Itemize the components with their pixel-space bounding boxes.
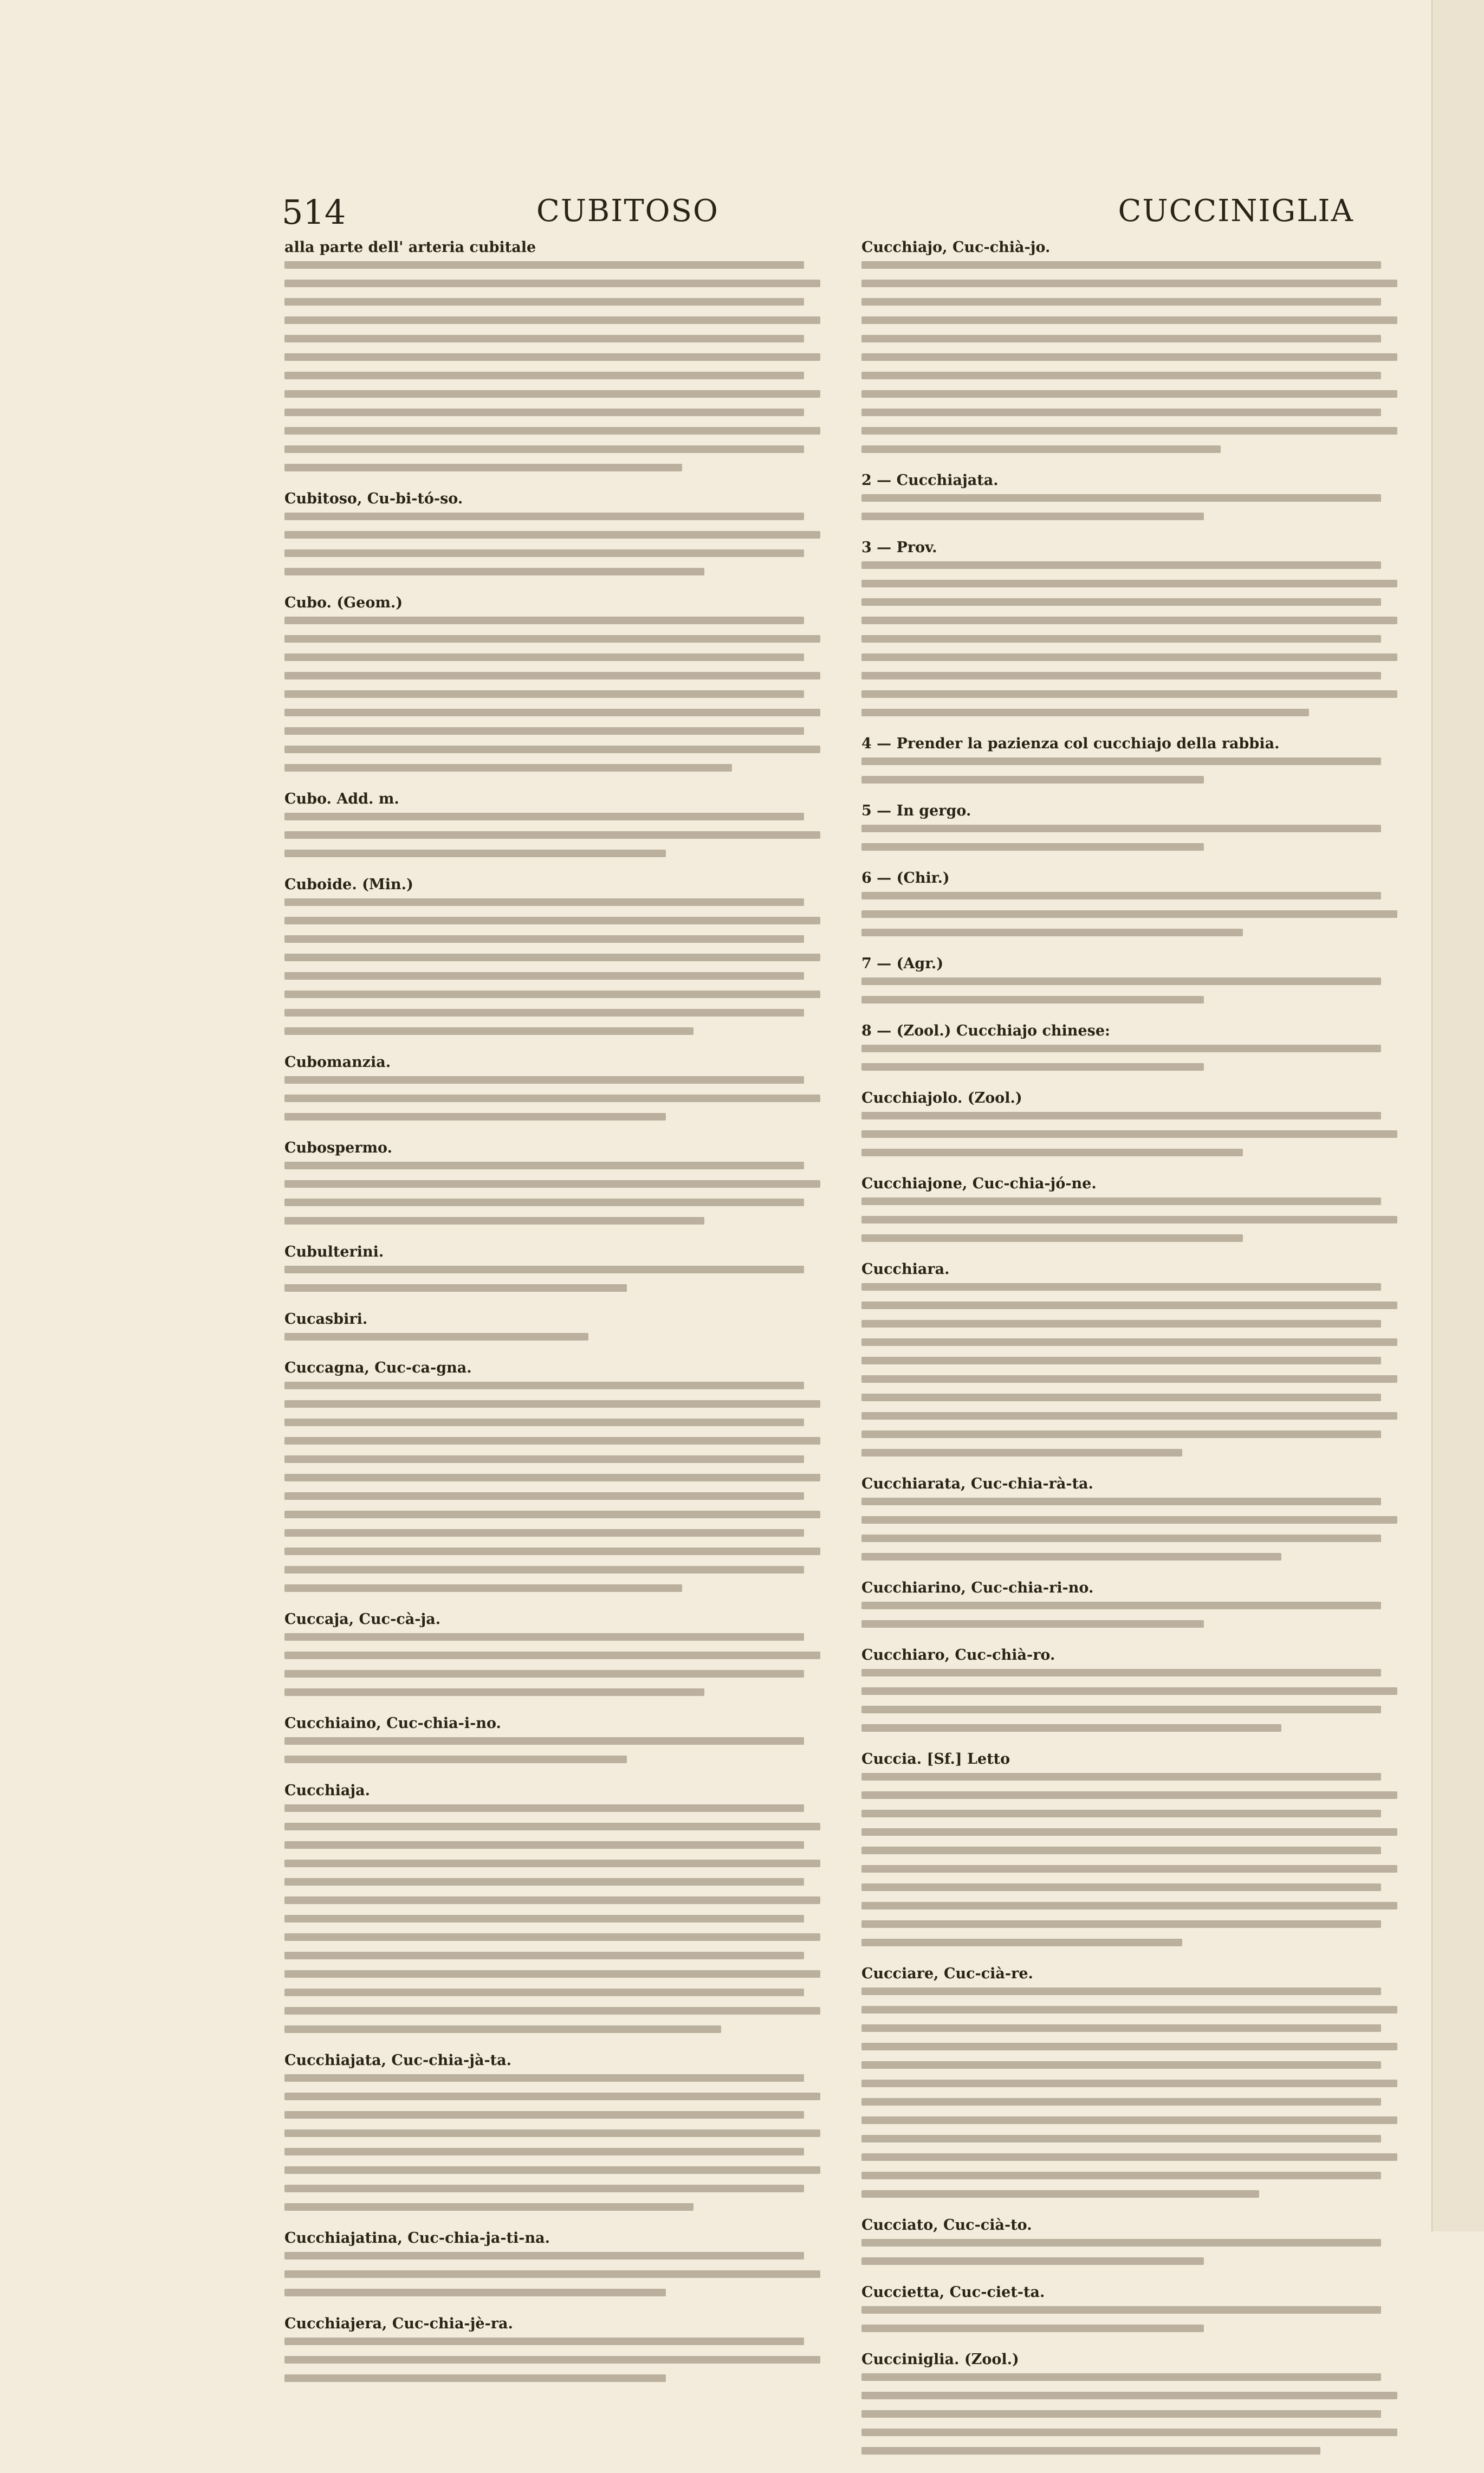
text-line (861, 2410, 1381, 2418)
adjacent-page-edge (1431, 0, 1484, 2231)
dictionary-entry (861, 1750, 1414, 1946)
text-line (861, 2373, 1381, 2381)
text-line (284, 1474, 820, 1481)
text-line (861, 758, 1381, 765)
entry-body (861, 2373, 1414, 2455)
text-line (861, 1063, 1204, 1071)
entry-body (284, 2074, 837, 2211)
entry-body (284, 898, 837, 1035)
text-line (284, 2093, 820, 2100)
dictionary-entry (284, 238, 837, 471)
text-line (284, 316, 820, 324)
entry-headword: Cubomanzia. (284, 1054, 391, 1071)
text-line (284, 1217, 704, 1225)
text-line (284, 464, 682, 471)
entry-headword: 2 — Cucchiajata. (861, 472, 999, 489)
text-line (861, 261, 1381, 269)
entry-body (861, 1988, 1414, 2198)
text-line (284, 2166, 820, 2174)
text-line (284, 1076, 804, 1084)
text-line (284, 2007, 820, 2015)
entry-body (284, 1333, 837, 1341)
entry-body (284, 1633, 837, 1696)
text-line (861, 1394, 1381, 1401)
entry-headword: Cucchiaro, Cuc-chià-ro. (861, 1647, 1055, 1663)
text-line (861, 316, 1397, 324)
text-line (284, 2356, 820, 2364)
text-line (284, 1970, 820, 1978)
dictionary-entry (284, 1053, 837, 1121)
text-line (284, 991, 820, 998)
text-line (284, 568, 704, 575)
text-line (284, 898, 804, 906)
text-line (861, 1430, 1381, 1438)
text-line (284, 2074, 804, 2082)
dictionary-entry (861, 1646, 1414, 1732)
entry-headword: Cubulterini. (284, 1244, 384, 1260)
entry-body (861, 2239, 1414, 2265)
text-line (861, 390, 1397, 398)
dictionary-entry (284, 594, 837, 772)
entry-body (861, 825, 1414, 851)
text-line (861, 580, 1397, 587)
text-line (861, 280, 1397, 287)
text-line (861, 617, 1397, 624)
text-line (284, 549, 804, 557)
text-line (284, 1584, 682, 1592)
entry-headword: Cucchiajo, Cuc-chià-jo. (861, 239, 1051, 256)
dictionary-entry (284, 2315, 837, 2382)
text-line (284, 353, 820, 361)
dictionary-entry (284, 2051, 837, 2211)
text-line (284, 727, 804, 735)
dictionary-entry (284, 876, 837, 1035)
text-line (861, 2080, 1397, 2087)
entry-headword: Cucchiara. (861, 1261, 950, 1278)
entry-headword: Cuboide. (Min.) (284, 876, 413, 893)
entry-body (284, 261, 837, 471)
text-line (284, 813, 804, 820)
text-line (284, 513, 804, 520)
text-line (284, 1284, 627, 1292)
entry-headword: alla parte dell' arteria cubitale (284, 239, 536, 256)
entry-body (861, 892, 1414, 936)
entry-headword: Cucchiajatina, Cuc-chia-ja-ti-na. (284, 2230, 550, 2247)
text-line (284, 1841, 804, 1849)
text-line (861, 1516, 1397, 1524)
entry-body (861, 2306, 1414, 2332)
text-line (284, 1633, 804, 1641)
text-line (861, 1706, 1381, 1713)
dictionary-entry (861, 1022, 1414, 1071)
text-line (284, 1670, 804, 1678)
text-line (861, 910, 1397, 918)
dictionary-entry (284, 1139, 837, 1225)
text-line (284, 1511, 820, 1518)
text-line (284, 1199, 804, 1206)
text-line (284, 409, 804, 416)
entry-body (284, 1266, 837, 1292)
text-line (284, 1095, 820, 1102)
page-header (282, 192, 1376, 241)
text-line (861, 1687, 1397, 1695)
text-line (861, 1412, 1397, 1420)
text-line (284, 1933, 820, 1941)
entry-body (284, 1382, 837, 1592)
text-line (284, 280, 820, 287)
text-line (284, 746, 820, 753)
text-line (861, 653, 1397, 661)
entry-headword: Cucasbiri. (284, 1311, 368, 1328)
text-line (861, 825, 1381, 832)
entry-headword: Cuccia. [Sf.] Letto (861, 1751, 1010, 1768)
page-number: 514 (282, 192, 346, 232)
text-line (284, 2148, 804, 2155)
text-line (284, 1180, 820, 1188)
dictionary-entry (861, 1175, 1414, 1242)
text-line (284, 1400, 820, 1408)
text-line (284, 954, 820, 961)
entry-body (861, 1197, 1414, 1242)
entry-body (861, 1045, 1414, 1071)
left-text-column (284, 238, 837, 2400)
text-line (861, 843, 1204, 851)
dictionary-entry (284, 790, 837, 857)
dictionary-entry (284, 2229, 837, 2296)
dictionary-entry (861, 1089, 1414, 1156)
dictionary-entry (861, 2216, 1414, 2265)
dictionary-entry (284, 1243, 837, 1292)
text-line (861, 1302, 1397, 1309)
text-line (861, 977, 1381, 985)
entry-headword: 6 — (Chir.) (861, 870, 950, 886)
entry-headword: Cubospermo. (284, 1140, 392, 1156)
text-line (861, 1553, 1281, 1561)
dictionary-entry (284, 1782, 837, 2033)
entry-headword: Cuccagna, Cuc-ca-gna. (284, 1359, 472, 1376)
text-line (284, 1455, 804, 1463)
entry-headword: Cucchiajata, Cuc-chia-jà-ta. (284, 2052, 512, 2069)
dictionary-entry (861, 2283, 1414, 2332)
text-line (861, 2392, 1397, 2399)
text-line (284, 2252, 804, 2260)
text-line (861, 1045, 1381, 1052)
text-line (284, 1878, 804, 1886)
text-line (861, 2172, 1381, 2179)
text-line (284, 1566, 804, 1574)
text-line (284, 445, 804, 453)
text-line (284, 1162, 804, 1169)
text-line (284, 1989, 804, 1996)
text-line (284, 390, 820, 398)
text-line (284, 831, 820, 839)
text-line (284, 2338, 804, 2345)
entry-body (861, 977, 1414, 1004)
text-line (284, 2025, 721, 2033)
entry-headword: Cubo. Add. m. (284, 791, 399, 807)
text-line (284, 2111, 804, 2119)
entry-body (861, 1498, 1414, 1561)
entry-body (861, 1112, 1414, 1156)
entry-headword: Cubo. (Geom.) (284, 594, 403, 611)
text-line (861, 1791, 1397, 1799)
text-line (861, 1883, 1381, 1891)
text-line (284, 1437, 820, 1445)
dictionary-entry (861, 802, 1414, 851)
dictionary-entry (861, 2351, 1414, 2455)
text-line (861, 598, 1381, 606)
text-line (284, 1419, 804, 1426)
entry-body (861, 561, 1414, 716)
text-line (861, 1338, 1397, 1346)
entry-headword: Cucchiajera, Cuc-chia-jè-ra. (284, 2315, 513, 2332)
text-line (284, 972, 804, 980)
entry-headword: 5 — In gergo. (861, 802, 971, 819)
text-line (861, 2257, 1204, 2265)
text-line (861, 2006, 1397, 2014)
text-line (284, 2374, 666, 2382)
text-line (284, 850, 666, 857)
text-line (284, 2185, 804, 2192)
text-line (861, 1810, 1381, 1817)
text-line (861, 1847, 1381, 1854)
entry-headword: 3 — Prov. (861, 539, 937, 556)
text-line (284, 617, 804, 624)
entry-body (861, 1283, 1414, 1456)
entry-body (284, 813, 837, 857)
entry-headword: 4 — Prender la pazienza col cucchiajo della rabbia. (861, 735, 1280, 752)
text-line (284, 690, 804, 698)
text-line (284, 1804, 804, 1812)
text-line (861, 709, 1309, 716)
text-line (861, 1988, 1381, 1995)
text-line (861, 1112, 1381, 1119)
text-line (861, 427, 1397, 435)
text-line (284, 1333, 588, 1341)
text-line (861, 2061, 1381, 2069)
text-line (861, 2306, 1381, 2314)
text-line (861, 1920, 1381, 1928)
right-text-column (861, 238, 1414, 2473)
entry-headword: Cucciato, Cuc-cià-to. (861, 2217, 1032, 2234)
entry-headword: 7 — (Agr.) (861, 955, 944, 972)
text-line (861, 2043, 1397, 2050)
text-line (284, 653, 804, 661)
text-line (284, 1860, 820, 1867)
text-line (284, 1113, 666, 1121)
entry-body (284, 1804, 837, 2033)
text-line (284, 298, 804, 306)
text-line (284, 1652, 820, 1659)
entry-headword: Cucciniglia. (Zool.) (861, 2351, 1019, 2368)
text-line (284, 1492, 804, 1500)
entry-headword: Cucchiarino, Cuc-chia-ri-no. (861, 1579, 1094, 1596)
text-line (861, 1375, 1397, 1383)
text-line (861, 1216, 1397, 1223)
text-line (284, 917, 820, 924)
text-line (284, 2129, 820, 2137)
text-line (861, 2447, 1320, 2455)
text-line (861, 2239, 1381, 2247)
dictionary-entry (284, 1610, 837, 1696)
text-line (284, 1009, 804, 1017)
text-line (284, 1737, 804, 1745)
entry-headword: Cucchiajone, Cuc-chia-jó-ne. (861, 1175, 1097, 1192)
text-line (284, 1382, 804, 1389)
text-line (861, 1357, 1381, 1364)
text-line (861, 409, 1381, 416)
text-line (861, 1724, 1281, 1732)
dictionary-entry (861, 735, 1414, 784)
dictionary-entry (861, 1579, 1414, 1628)
text-line (861, 494, 1381, 502)
dictionary-entry (284, 490, 837, 575)
entry-body (284, 617, 837, 772)
text-line (861, 635, 1381, 643)
entry-headword: Cucchiarata, Cuc-chia-rà-ta. (861, 1475, 1093, 1492)
text-line (861, 1320, 1381, 1328)
entry-body (861, 1669, 1414, 1732)
dictionary-entry (861, 238, 1414, 453)
text-line (861, 1669, 1381, 1676)
text-line (284, 1027, 694, 1035)
text-line (861, 1283, 1381, 1291)
text-line (861, 353, 1397, 361)
text-line (861, 2135, 1381, 2142)
text-line (284, 1915, 804, 1922)
text-line (861, 1620, 1204, 1628)
text-line (861, 2098, 1381, 2106)
text-line (861, 298, 1381, 306)
dictionary-entry (861, 1260, 1414, 1456)
dictionary-entry (861, 471, 1414, 520)
entry-body (284, 1162, 837, 1225)
entry-body (861, 758, 1414, 784)
text-line (861, 1902, 1397, 1909)
text-line (284, 531, 820, 539)
entry-body (284, 1737, 837, 1763)
entry-body (861, 494, 1414, 520)
text-line (284, 1529, 804, 1537)
text-line (284, 261, 804, 269)
entry-headword: 8 — (Zool.) Cucchiajo chinese: (861, 1022, 1110, 1039)
dictionary-entry (861, 539, 1414, 716)
text-line (861, 561, 1381, 569)
text-line (284, 709, 820, 716)
text-line (861, 1149, 1243, 1156)
text-line (861, 335, 1381, 342)
text-line (284, 335, 804, 342)
text-line (861, 892, 1381, 899)
text-line (861, 776, 1204, 784)
text-line (861, 445, 1221, 453)
text-line (861, 1535, 1381, 1542)
entry-headword: Cuccaja, Cuc-cà-ja. (284, 1611, 441, 1628)
text-line (861, 2153, 1397, 2161)
text-line (861, 2325, 1204, 2332)
text-line (284, 372, 804, 379)
dictionary-entry (861, 955, 1414, 1004)
entry-body (284, 2338, 837, 2382)
entry-headword: Cucchiajolo. (Zool.) (861, 1090, 1022, 1106)
text-line (284, 635, 820, 643)
entry-body (284, 2252, 837, 2296)
dictionary-entry (861, 869, 1414, 936)
text-line (284, 2270, 820, 2278)
text-line (861, 690, 1397, 698)
dictionary-entry (284, 1359, 837, 1592)
entry-headword: Cucchiaino, Cuc-chia-i-no. (284, 1715, 501, 1732)
text-line (861, 1197, 1381, 1205)
text-line (284, 764, 732, 772)
text-line (861, 2024, 1381, 2032)
dictionary-entry (861, 1965, 1414, 2198)
text-line (284, 427, 820, 435)
text-line (284, 672, 820, 679)
text-line (284, 1266, 804, 1273)
text-line (861, 672, 1381, 679)
running-head-right: CUCCINIGLIA (1118, 193, 1354, 229)
entry-body (861, 261, 1414, 453)
text-line (861, 1498, 1381, 1505)
entry-headword: Cucciare, Cuc-cià-re. (861, 1965, 1033, 1982)
entry-body (861, 1602, 1414, 1628)
dictionary-entry (284, 1714, 837, 1763)
entry-body (284, 513, 837, 575)
text-line (284, 2203, 694, 2211)
text-line (861, 2429, 1397, 2436)
text-line (861, 996, 1204, 1004)
text-line (861, 1602, 1381, 1609)
entry-body (861, 1773, 1414, 1946)
text-line (284, 2289, 666, 2296)
entry-body (284, 1076, 837, 1121)
text-line (284, 1756, 627, 1763)
text-line (861, 1449, 1182, 1456)
text-line (861, 2190, 1259, 2198)
text-line (861, 929, 1243, 936)
entry-headword: Cubitoso, Cu-bi-tó-so. (284, 490, 463, 507)
text-line (284, 1952, 804, 1959)
text-line (284, 935, 804, 943)
text-line (284, 1688, 704, 1696)
running-head-left: CUBITOSO (536, 193, 719, 229)
entry-headword: Cuccietta, Cuc-ciet-ta. (861, 2284, 1045, 2301)
text-line (861, 2116, 1397, 2124)
entry-headword: Cucchiaja. (284, 1782, 371, 1799)
dictionary-entry (861, 1475, 1414, 1561)
text-line (861, 1939, 1182, 1946)
text-line (861, 1828, 1397, 1836)
text-line (861, 1773, 1381, 1781)
text-line (284, 1823, 820, 1830)
text-line (284, 1896, 820, 1904)
text-line (861, 372, 1381, 379)
text-line (861, 513, 1204, 520)
text-line (861, 1234, 1243, 1242)
text-line (861, 1130, 1397, 1138)
text-line (284, 1548, 820, 1555)
dictionary-entry (284, 1310, 837, 1341)
text-line (861, 1865, 1397, 1873)
